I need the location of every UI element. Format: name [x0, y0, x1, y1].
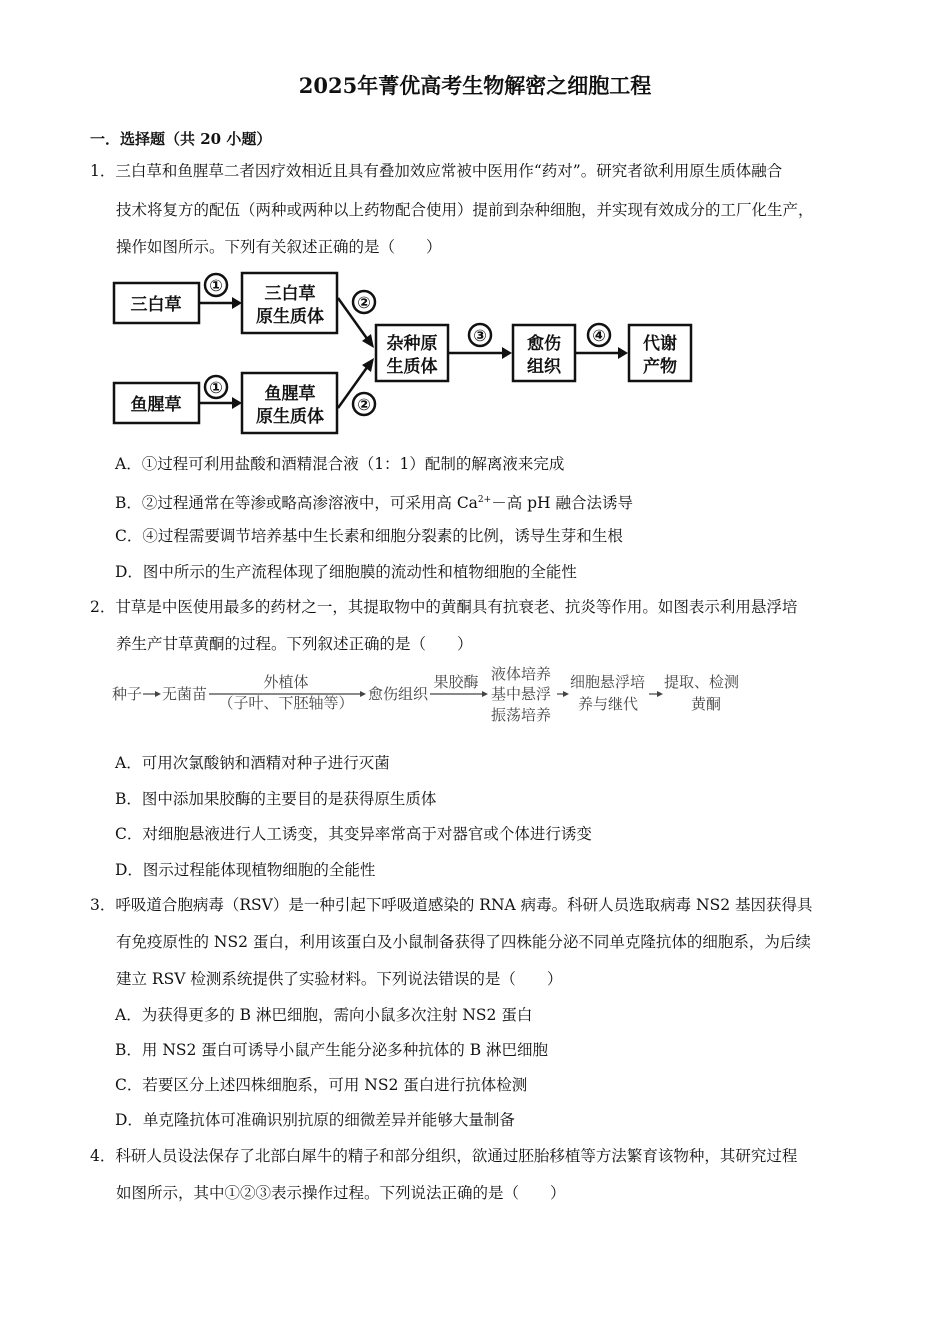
- q2-line-1: 2．甘草是中医使用最多的药材之一，其提取物中的黄酮具有抗衰老、抗炎等作用。如图表示利用悬浮培: [90, 598, 798, 616]
- q1-option-d: D．图中所示的生产流程体现了细胞膜的流动性和植物细胞的全能性: [115, 563, 577, 581]
- flow-liquid-line2: 基中悬浮: [491, 685, 552, 703]
- plant1-label: 三白草: [130, 295, 182, 315]
- q3-line-1: 3．呼吸道合胞病毒（RSV）是一种引起下呼吸道感染的 RNA 病毒。科研人员选取病毒 NS2 基因获得具: [90, 896, 813, 914]
- plant2-label: 鱼腥草: [130, 395, 182, 415]
- product-line2: 产物: [643, 357, 677, 377]
- flow-seed: 种子: [112, 685, 143, 703]
- step3-label: ③: [473, 326, 487, 345]
- step1-bottom-label: ①: [209, 378, 223, 397]
- flow-pectinase: 果胶酶: [433, 673, 479, 691]
- q1-option-b-text-end: －高 pH 融合法诱导: [491, 494, 633, 513]
- step2-bottom-label: ②: [357, 395, 371, 414]
- product-line1: 代谢: [643, 334, 677, 354]
- callus-line2: 组织: [527, 357, 561, 377]
- q1-option-a: A．①过程可利用盐酸和酒精混合液（1：1）配制的解离液来完成: [115, 455, 565, 473]
- flow-extract-line2: 黄酮: [691, 695, 722, 713]
- q2-line-2: 养生产甘草黄酮的过程。下列叙述正确的是（ ）: [116, 635, 473, 653]
- q3-line-3: 建立 RSV 检测系统提供了实验材料。下列说法错误的是（ ）: [116, 970, 563, 988]
- q1-line-1: 1．三白草和鱼腥草二者因疗效相近且具有叠加效应常被中医用作“药对”。研究者欲利用原生质体融合: [90, 162, 783, 180]
- hybrid-line2: 生质体: [386, 357, 438, 377]
- q2-option-c: C．对细胞悬液进行人工诱变，其变异率常高于对器官或个体进行诱变: [115, 825, 592, 843]
- q1-flow-diagram: [110, 268, 700, 438]
- flow-suspension-line1: 细胞悬浮培: [570, 673, 646, 691]
- q3-option-c: C．若要区分上述四株细胞系，可用 NS2 蛋白进行抗体检测: [115, 1076, 528, 1094]
- q2-option-d: D．图示过程能体现植物细胞的全能性: [115, 861, 376, 879]
- q1-option-c: C．④过程需要调节培养基中生长素和细胞分裂素的比例，诱导生芽和生根: [115, 527, 623, 545]
- flow-liquid-line1: 液体培养: [491, 665, 552, 683]
- step2-top-label: ②: [357, 293, 371, 312]
- q2-option-b: B．图中添加果胶酶的主要目的是获得原生质体: [115, 790, 437, 808]
- section-heading: 一．选择题（共 20 小题）: [90, 130, 272, 148]
- q3-option-d: D．单克隆抗体可准确识别抗原的细微差异并能够大量制备: [115, 1111, 515, 1129]
- q1-option-b: [115, 489, 633, 514]
- q1-line-2: 技术将复方的配伍（两种或两种以上药物配合使用）提前到杂种细胞，并实现有效成分的工厂化生产，: [116, 201, 814, 219]
- q2-option-a: A．可用次氯酸钠和酒精对种子进行灭菌: [115, 754, 390, 772]
- q3-option-b: B．用 NS2 蛋白可诱导小鼠产生能分泌多种抗体的 B 淋巴细胞: [115, 1041, 549, 1059]
- page-title: 2025年菁优高考生物解密之细胞工程: [298, 73, 652, 98]
- flow-extract-line1: 提取、检测: [664, 673, 740, 691]
- q1-option-b-superscript: 2+: [477, 495, 492, 505]
- hybrid-line1: 杂种原: [386, 334, 438, 354]
- q4-line-2: 如图所示，其中①②③表示操作过程。下列说法正确的是（ ）: [116, 1184, 566, 1202]
- q1-option-b-text: B．②过程通常在等渗或略高渗溶液中，可采用高 Ca: [115, 494, 478, 513]
- q1-line-3: 操作如图所示。下列有关叙述正确的是（ ）: [116, 238, 442, 256]
- q2-flow-diagram: [110, 665, 760, 730]
- proto2-line2: 原生质体: [256, 407, 324, 427]
- flow-suspension-line2: 养与继代: [578, 695, 639, 713]
- step4-label: ④: [592, 326, 606, 345]
- proto2-line1: 鱼腥草: [264, 384, 316, 404]
- flow-callus: 愈伤组织: [368, 685, 429, 703]
- step1-top-label: ①: [209, 276, 223, 295]
- q3-option-a: A．为获得更多的 B 淋巴细胞，需向小鼠多次注射 NS2 蛋白: [115, 1006, 533, 1024]
- proto1-line2: 原生质体: [256, 307, 324, 327]
- q3-line-2: 有免疫原性的 NS2 蛋白，利用该蛋白及小鼠制备获得了四株能分泌不同单克隆抗体的细胞系，为后续: [116, 933, 811, 951]
- proto1-line1: 三白草: [264, 284, 316, 304]
- q4-line-1: 4．科研人员设法保存了北部白犀牛的精子和部分组织，欲通过胚胎移植等方法繁育该物种，其研究过程: [90, 1147, 798, 1165]
- flow-liquid-line3: 振荡培养: [491, 706, 552, 724]
- callus-line1: 愈伤: [527, 334, 561, 354]
- flow-explant: 外植体: [263, 673, 309, 691]
- flow-explant-detail: （子叶、下胚轴等）: [218, 694, 354, 712]
- flow-sterile-seedling: 无菌苗: [162, 685, 208, 703]
